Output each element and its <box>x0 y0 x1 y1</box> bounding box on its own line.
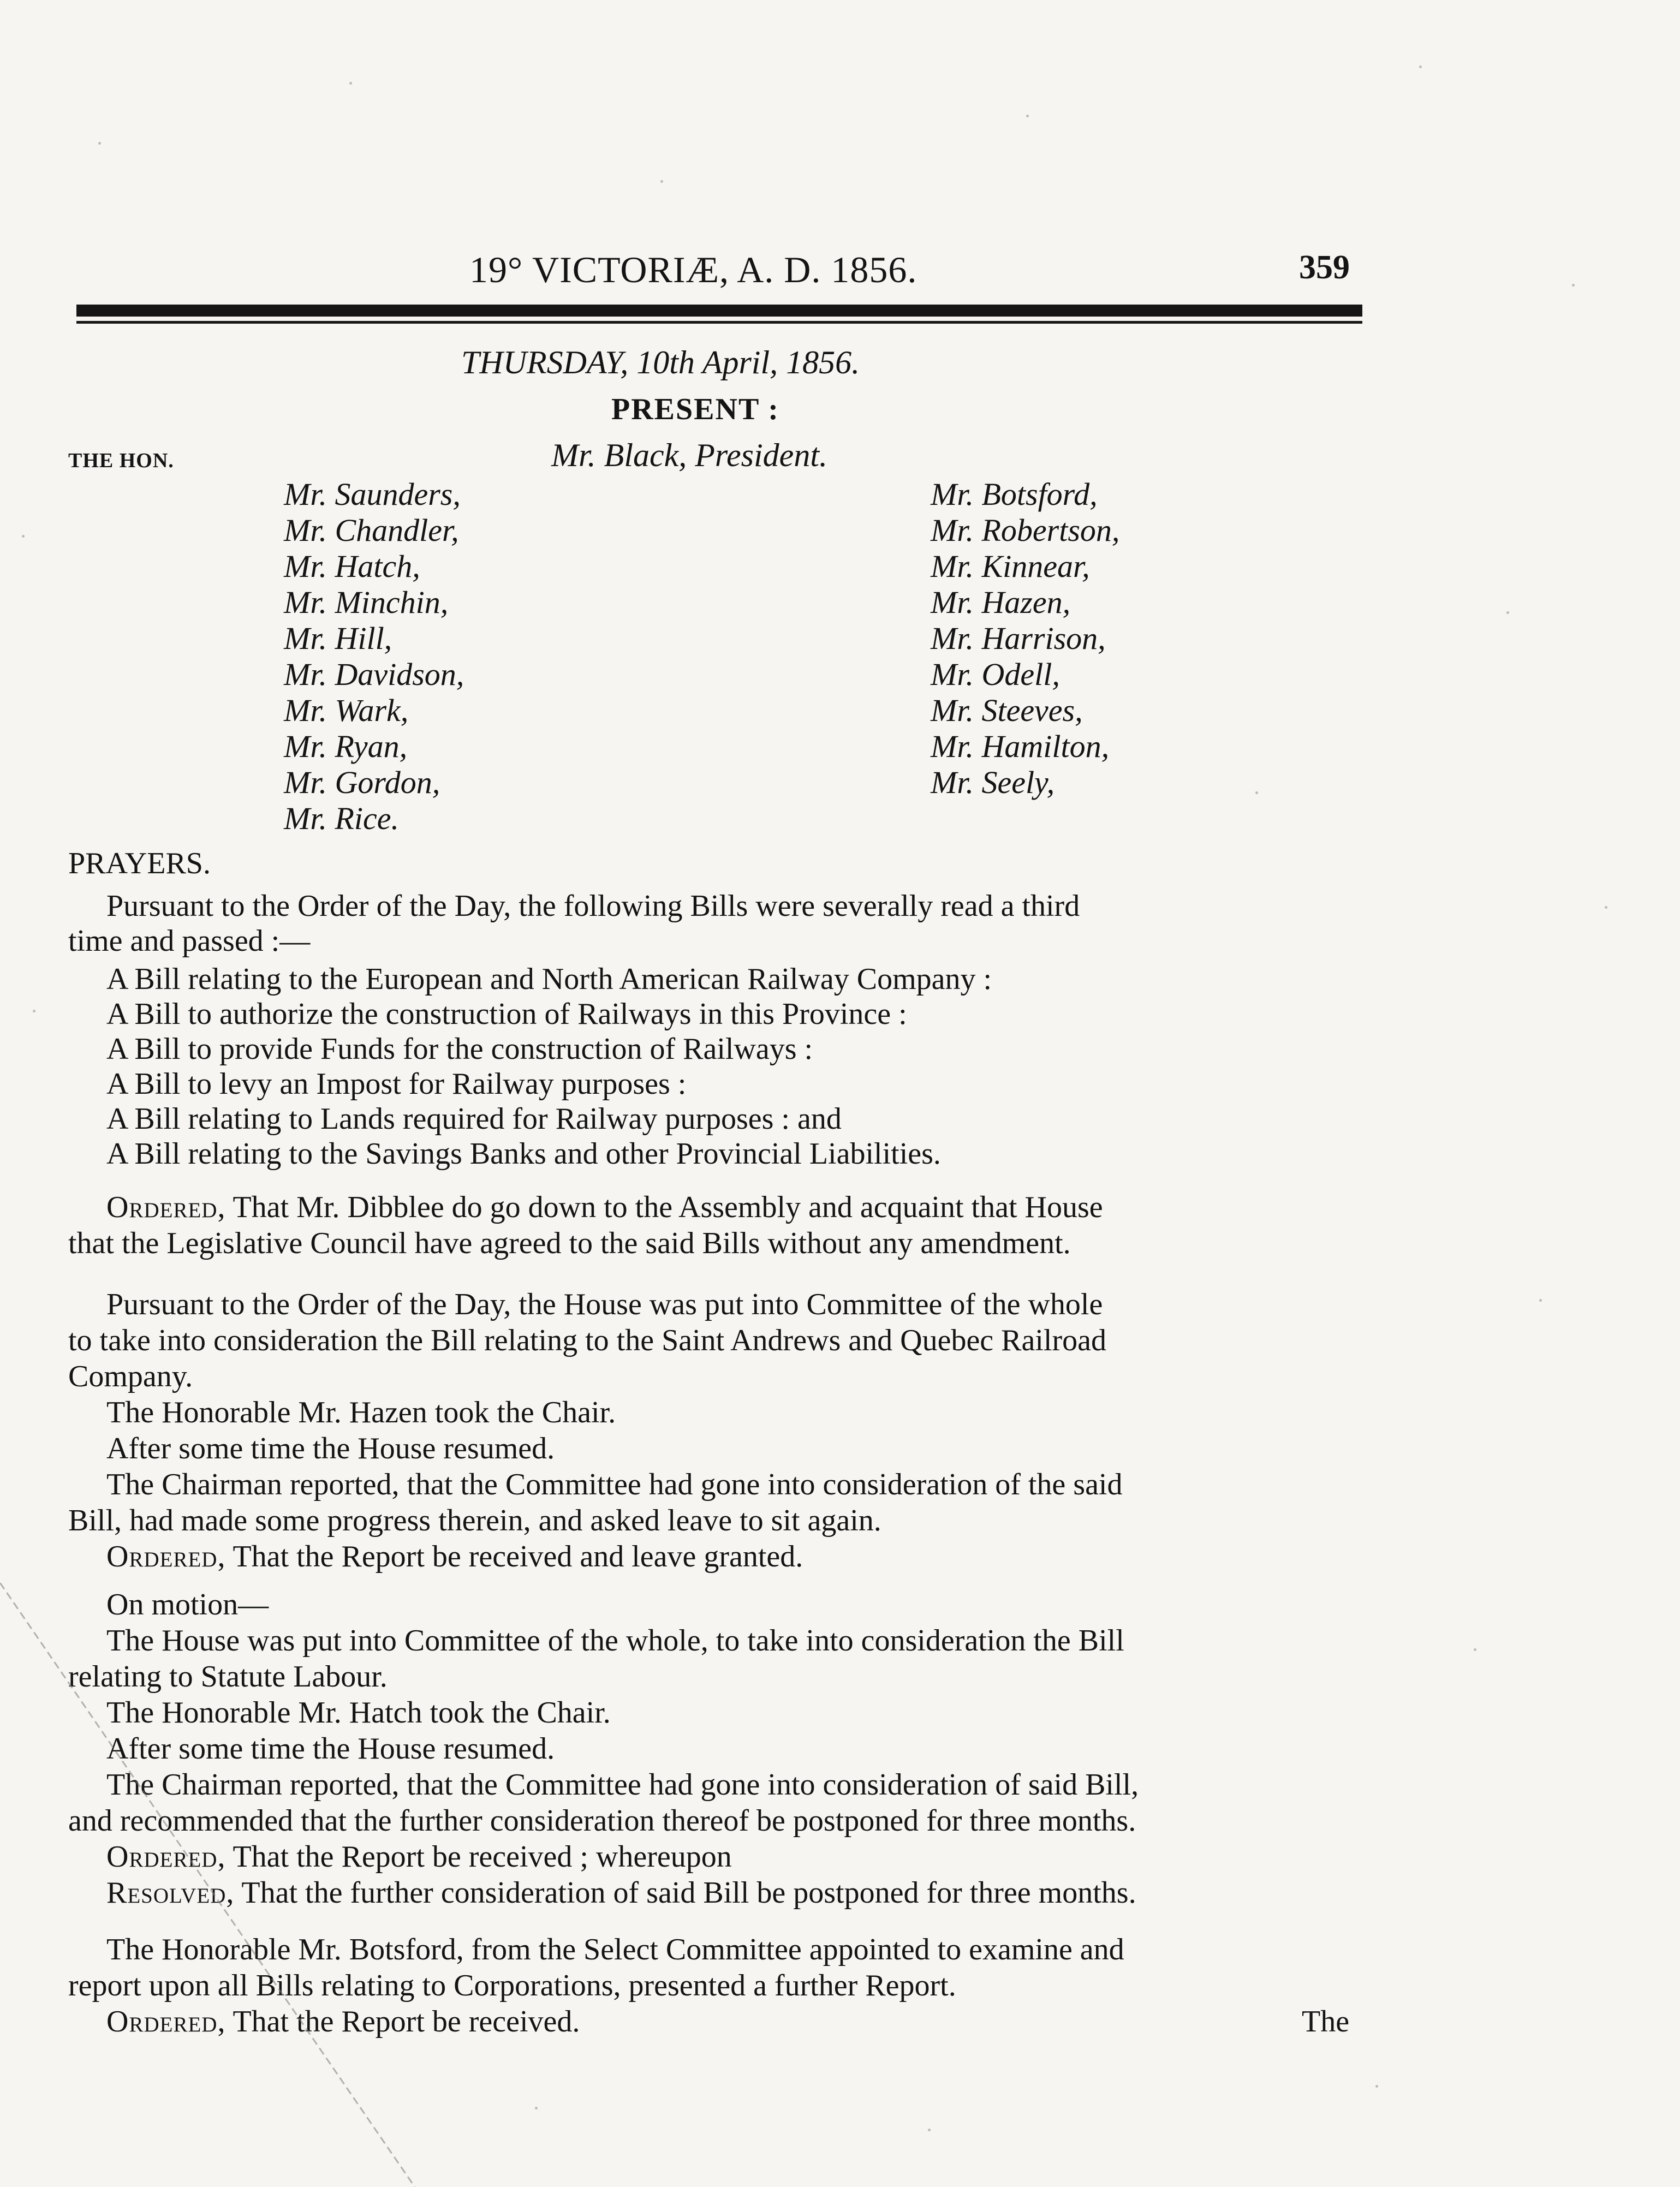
body-line-text: A Bill relating to Lands required for Railway purposes : and <box>106 1102 842 1136</box>
scan-speck <box>1375 2085 1378 2088</box>
bill-line <box>106 997 907 1032</box>
body-line-text: and recommended that the further consideration thereof be postponed for three months. <box>68 1804 1136 1838</box>
member-right: Mr. Odell, <box>931 657 1060 692</box>
member-left: Mr. Saunders, <box>284 476 461 512</box>
scan-speck <box>1026 115 1029 117</box>
body-line-text: The Honorable Mr. Hazen took the Chair. <box>106 1396 616 1429</box>
body-line-text: The Honorable Mr. Hatch took the Chair. <box>106 1696 611 1730</box>
body-line-text: A Bill relating to the Savings Banks and other Provincial Liabilities. <box>106 1137 941 1171</box>
catchword: The <box>1302 2005 1350 2039</box>
bill-line <box>106 1101 842 1136</box>
body-line-text: that the Legislative Council have agreed to the said Bills without any amendment. <box>68 1226 1071 1260</box>
body-line <box>106 1467 1122 1502</box>
body-line-text: Pursuant to the Order of the Day, the following Bills were severally read a third <box>106 889 1080 923</box>
scan-speck <box>660 180 663 183</box>
body-line-lead: Ordered, <box>106 1190 226 1224</box>
member-left: Mr. Chandler, <box>284 513 459 548</box>
body-line-lead: Ordered, <box>106 1840 226 1874</box>
header-rule-thick <box>76 305 1362 317</box>
bill-line <box>106 962 992 997</box>
member-left: Mr. Minchin, <box>284 585 449 620</box>
member-left: Mr. Rice. <box>284 801 399 836</box>
body-line-lead: Ordered, <box>106 1540 226 1574</box>
scan-speck <box>1539 1299 1542 1302</box>
body-line-text: That the further consideration of said Bill be postponed for three months. <box>234 1876 1136 1910</box>
member-right: Mr. Hazen, <box>931 585 1071 620</box>
member-right: Mr. Harrison, <box>931 621 1106 656</box>
body-line <box>68 1359 193 1394</box>
the-hon-label: THE HON. <box>68 449 174 472</box>
body-line-text: That the Report be received. <box>225 2005 580 2039</box>
body-line-text: report upon all Bills relating to Corporations, presented a further Report. <box>68 1969 956 2003</box>
scan-speck <box>535 2107 538 2109</box>
body-line-text: The Chairman reported, that the Committee had gone into consideration of the said <box>106 1468 1123 1501</box>
body-line <box>106 889 1080 923</box>
scan-speck <box>1572 284 1575 287</box>
scan-speck <box>1506 611 1509 614</box>
president-name: Mr. Black, President. <box>551 437 827 473</box>
member-right: Mr. Botsford, <box>931 476 1098 512</box>
running-head-title: 19° VICTORIÆ, A. D. 1856. <box>469 249 918 290</box>
bill-line <box>106 1136 941 1171</box>
body-line-text: The Honorable Mr. Botsford, from the Select Committee appointed to examine and <box>106 1933 1124 1966</box>
body-line-text: A Bill to levy an Impost for Railway purposes : <box>106 1067 687 1101</box>
member-right: Mr. Hamilton, <box>931 729 1110 764</box>
body-line-text: Bill, had made some progress therein, and asked leave to sit again. <box>68 1504 881 1538</box>
bill-line <box>106 1032 813 1066</box>
body-line-text: After some time the House resumed. <box>106 1732 555 1766</box>
body-line <box>106 1287 1103 1322</box>
body-line-text: On motion— <box>106 1588 269 1622</box>
body-line-text: Pursuant to the Order of the Day, the House was put into Committee of the whole <box>106 1288 1103 1321</box>
scan-speck <box>1255 791 1258 794</box>
member-left: Mr. Wark, <box>284 693 409 728</box>
member-left: Mr. Ryan, <box>284 729 408 764</box>
sitting-date-text: THURSDAY, 10th April, 1856. <box>461 344 860 380</box>
body-line-text: After some time the House resumed. <box>106 1432 555 1465</box>
bill-line <box>106 1066 686 1101</box>
present-heading: PRESENT : <box>611 392 779 426</box>
body-line <box>68 1226 1071 1261</box>
body-line <box>106 1395 616 1430</box>
body-line-lead: Ordered, <box>106 2005 226 2039</box>
member-left: Mr. Davidson, <box>284 657 464 692</box>
member-left: Mr. Hatch, <box>284 549 420 584</box>
body-line-text: A Bill to authorize the construction of Railways in this Province : <box>106 997 907 1031</box>
sitting-date <box>461 344 860 382</box>
scan-speck <box>349 82 352 85</box>
body-line-lead: Resolved, <box>106 1876 235 1910</box>
body-line <box>68 1503 881 1538</box>
body-line-text: relating to Statute Labour. <box>68 1660 388 1694</box>
page-number: 359 <box>1299 249 1350 286</box>
scan-speck <box>22 535 25 538</box>
body-line <box>106 1539 803 1574</box>
body-line-text: Company. <box>68 1360 193 1393</box>
scan-speck <box>1474 1648 1476 1651</box>
body-line-text: The House was put into Committee of the whole, to take into consideration the Bill <box>106 1624 1124 1658</box>
body-line-text: That Mr. Dibblee do go down to the Assembly and acquaint that House <box>225 1190 1103 1224</box>
member-right: Mr. Robertson, <box>931 513 1120 548</box>
body-line-text: to take into consideration the Bill relating to the Saint Andrews and Quebec Railroad <box>68 1324 1106 1357</box>
body-line <box>68 1323 1106 1358</box>
member-left: Mr. Gordon, <box>284 765 440 800</box>
scan-speck <box>98 142 101 145</box>
member-right: Mr. Seely, <box>931 765 1055 800</box>
body-line-text: The Chairman reported, that the Committee had gone into consideration of said Bill, <box>106 1768 1139 1802</box>
body-line <box>106 1190 1103 1225</box>
body-line-text: That the Report be received and leave granted. <box>225 1540 803 1574</box>
body-line-text: A Bill to provide Funds for the construction of Railways : <box>106 1032 813 1066</box>
header-rule-thin <box>76 321 1362 324</box>
member-right: Mr. Kinnear, <box>931 549 1090 584</box>
scan-speck <box>33 1010 35 1012</box>
body-line-text: That the Report be received ; whereupon <box>225 1840 732 1874</box>
body-line <box>68 923 310 958</box>
prayers-heading: PRAYERS. <box>68 847 211 880</box>
body-line <box>106 1431 555 1466</box>
scan-speck <box>1419 65 1422 68</box>
member-right: Mr. Steeves, <box>931 693 1083 728</box>
body-line-text: A Bill relating to the European and North American Railway Company : <box>106 962 992 996</box>
scan-speck <box>928 2129 931 2131</box>
scan-speck <box>1605 906 1607 909</box>
body-line-text: time and passed :— <box>68 924 311 958</box>
member-left: Mr. Hill, <box>284 621 392 656</box>
scan-streak-line <box>0 1583 437 2187</box>
